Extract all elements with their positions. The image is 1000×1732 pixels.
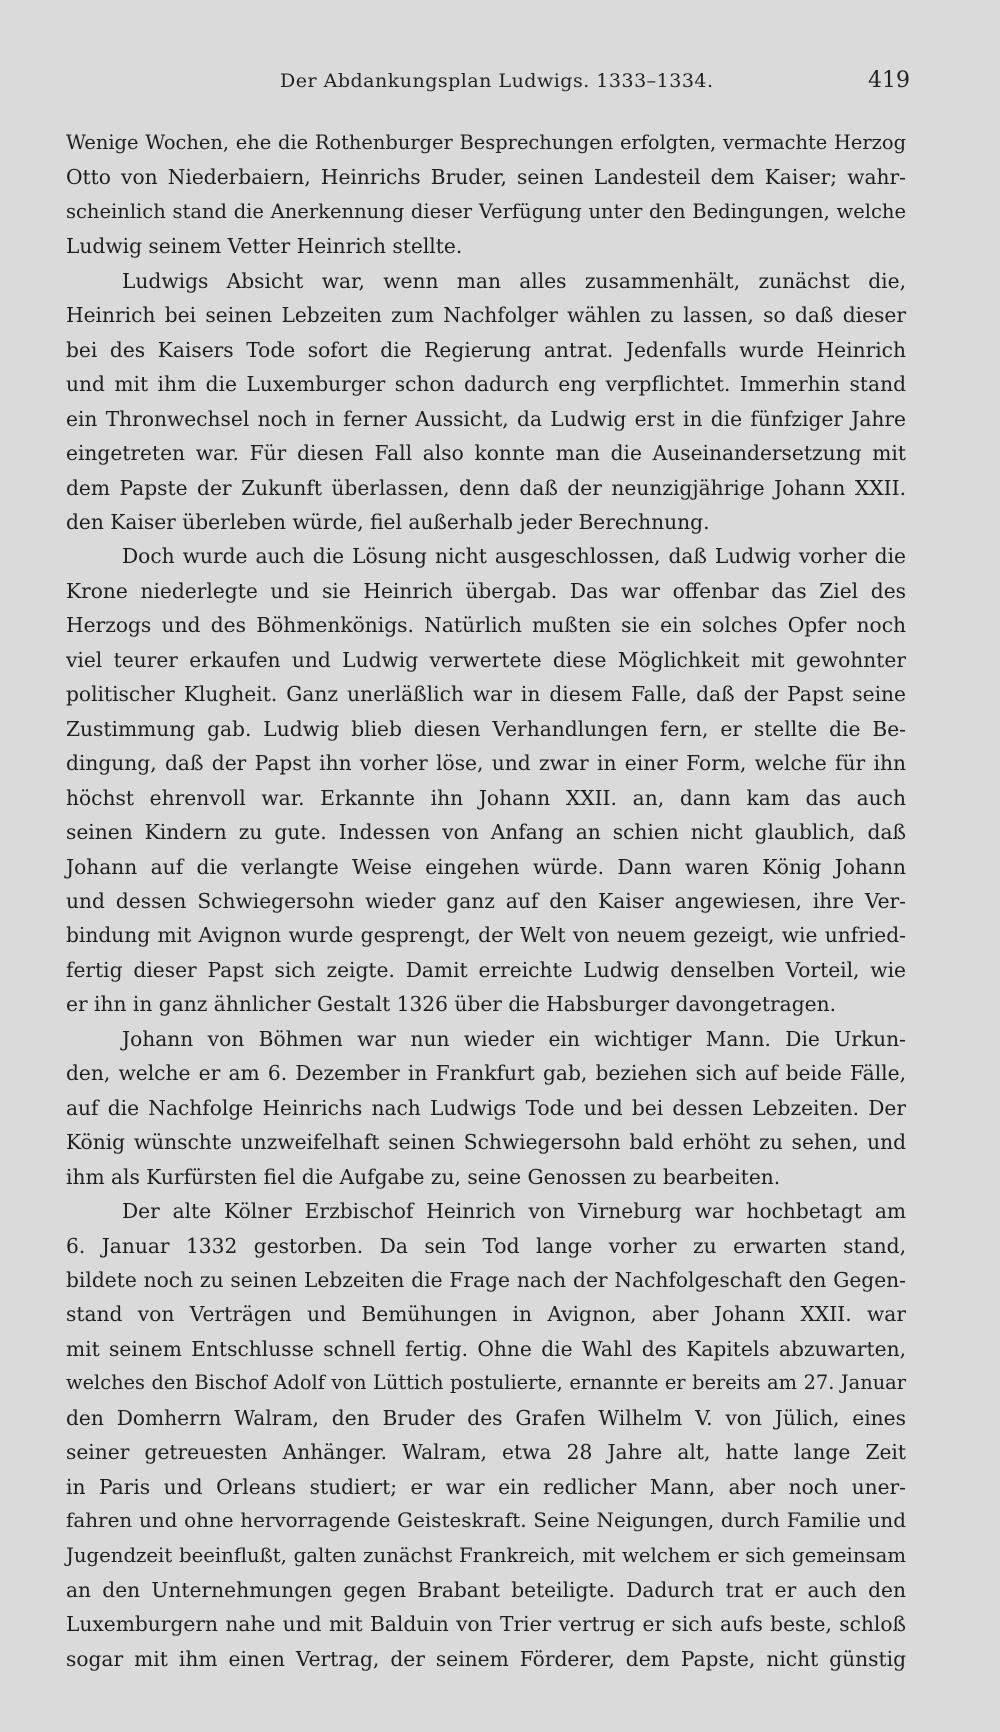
text-line: Wenige Wochen, ehe die Rothenburger Besprechungen erfolgten, vermachte Herzog bbox=[66, 131, 906, 154]
text-line: Heinrich bei seinen Lebzeiten zum Nachfolger wählen zu lassen, so daß dieser bbox=[66, 303, 906, 328]
text-line: bei des Kaisers Tode sofort die Regierung antrat. Jedenfalls wurde Heinrich bbox=[66, 337, 906, 362]
text-line: eingetreten war. Für diesen Fall also konnte man die Auseinandersetzung mit bbox=[66, 441, 906, 466]
paragraph-2 bbox=[66, 264, 906, 540]
text-line: Ludwigs Absicht war, wenn man alles zusammenhält, zunächst die, bbox=[122, 268, 906, 293]
text-line: politischer Klugheit. Ganz unerläßlich war in diesem Falle, daß der Papst seine bbox=[66, 682, 906, 707]
text-line: und dessen Schwiegersohn wieder ganz auf den Kaiser angewiesen, ihre Ver- bbox=[66, 888, 906, 913]
text-line: den, welche er am 6. Dezember in Frankfurt gab, beziehen sich auf beide Fälle, bbox=[66, 1061, 906, 1086]
text-line: in Paris und Orleans studiert; er war ein redlicher Mann, aber noch uner- bbox=[66, 1474, 906, 1499]
text-line: seinen Kindern zu gute. Indessen von Anfang an schien nicht glaublich, daß bbox=[66, 820, 906, 845]
running-head-title: Der Abdankungsplan Ludwigs. 1333–1334. bbox=[280, 70, 714, 92]
paragraph-4 bbox=[66, 1022, 906, 1194]
text-line: Doch wurde auch die Lösung nicht ausgeschlossen, daß Ludwig vorher die bbox=[122, 544, 906, 569]
page-number: 419 bbox=[868, 68, 910, 93]
text-line: und mit ihm die Luxemburger schon dadurch eng verpflichtet. Immerhin stand bbox=[66, 372, 906, 397]
text-line: höchst ehrenvoll war. Erkannte ihn Johann XXII. an, dann kam das auch bbox=[66, 785, 906, 810]
text-line: viel teurer erkaufen und Ludwig verwertete diese Möglichkeit mit gewohnter bbox=[66, 647, 906, 672]
text-line: ihm als Kurfürsten fiel die Aufgabe zu, seine Genossen zu bearbeiten. bbox=[66, 1164, 781, 1189]
text-line: fertig dieser Papst sich zeigte. Damit erreichte Ludwig denselben Vorteil, wie bbox=[66, 957, 906, 982]
text-line: Johann von Böhmen war nun wieder ein wichtiger Mann. Die Urkun- bbox=[122, 1026, 906, 1051]
text-line: Otto von Niederbaiern, Heinrichs Bruder, seinen Landesteil dem Kaiser; wahr- bbox=[66, 165, 906, 190]
text-line: König wünschte unzweifelhaft seinen Schwiegersohn bald erhöht zu sehen, und bbox=[66, 1130, 906, 1155]
text-line: sogar mit ihm einen Vertrag, der seinem Förderer, dem Papste, nicht günstig bbox=[66, 1646, 906, 1671]
text-line: den Domherrn Walram, den Bruder des Grafen Wilhelm V. von Jülich, eines bbox=[66, 1405, 906, 1430]
text-line: Herzogs und des Böhmenkönigs. Natürlich mußten sie ein solches Opfer noch bbox=[66, 613, 906, 638]
text-line: Luxemburgern nahe und mit Balduin von Trier vertrug er sich aufs beste, schloß bbox=[66, 1612, 906, 1637]
text-line: Ludwig seinem Vetter Heinrich stellte. bbox=[66, 234, 463, 259]
text-line: scheinlich stand die Anerkennung dieser Verfügung unter den Bedingungen, welche bbox=[66, 199, 906, 223]
paragraph-5 bbox=[66, 1194, 906, 1676]
text-line: auf die Nachfolge Heinrichs nach Ludwigs Tode und bei dessen Lebzeiten. Der bbox=[66, 1095, 906, 1120]
text-line: an den Unternehmungen gegen Brabant beteiligte. Dadurch trat er auch den bbox=[66, 1578, 906, 1603]
body-text bbox=[66, 126, 906, 1676]
text-line: Der alte Kölner Erzbischof Heinrich von Virneburg war hochbetagt am bbox=[122, 1199, 906, 1224]
text-line: mit seinem Entschlusse schnell fertig. Ohne die Wahl des Kapitels abzuwarten, bbox=[66, 1336, 906, 1361]
text-line: 6. Januar 1332 gestorben. Da sein Tod lange vorher zu erwarten stand, bbox=[66, 1233, 906, 1258]
text-line: Zustimmung gab. Ludwig blieb diesen Verhandlungen fern, er stellte die Be- bbox=[66, 716, 906, 741]
text-line: Jugendzeit beeinflußt, galten zunächst Frankreich, mit welchem er sich gemeinsam bbox=[66, 1543, 906, 1567]
text-line: Krone niederlegte und sie Heinrich übergab. Das war offenbar das Ziel des bbox=[66, 578, 906, 603]
text-line: bindung mit Avignon wurde gesprengt, der Welt von neuem gezeigt, wie unfried- bbox=[66, 923, 906, 948]
text-line: seiner getreuesten Anhänger. Walram, etwa 28 Jahre alt, hatte lange Zeit bbox=[66, 1440, 906, 1465]
text-line: er ihn in ganz ähnlicher Gestalt 1326 über die Habsburger davongetragen. bbox=[66, 992, 837, 1017]
text-line: dem Papste der Zukunft überlassen, denn daß der neunzigjährige Johann XXII. bbox=[66, 475, 906, 500]
paragraph-1 bbox=[66, 126, 906, 264]
text-line: den Kaiser überleben würde, fiel außerhalb jeder Berechnung. bbox=[66, 509, 710, 534]
paragraph-3 bbox=[66, 539, 906, 1021]
text-line: ein Thronwechsel noch in ferner Aussicht, da Ludwig erst in die fünfziger Jahre bbox=[66, 406, 906, 431]
text-line: welches den Bischof Adolf von Lüttich postulierte, ernannte er bereits am 27. Januar bbox=[66, 1371, 906, 1395]
text-line: bildete noch zu seinen Lebzeiten die Frage nach der Nachfolgeschaft den Gegen- bbox=[66, 1267, 906, 1292]
text-line: fahren und ohne hervorragende Geisteskraft. Seine Neigungen, durch Familie und bbox=[66, 1509, 906, 1533]
text-line: Johann auf die verlangte Weise eingehen würde. Dann waren König Johann bbox=[66, 854, 906, 879]
text-line: dingung, daß der Papst ihn vorher löse, und zwar in einer Form, welche für ihn bbox=[66, 751, 906, 776]
text-line: stand von Verträgen und Bemühungen in Avignon, aber Johann XXII. war bbox=[66, 1302, 906, 1327]
